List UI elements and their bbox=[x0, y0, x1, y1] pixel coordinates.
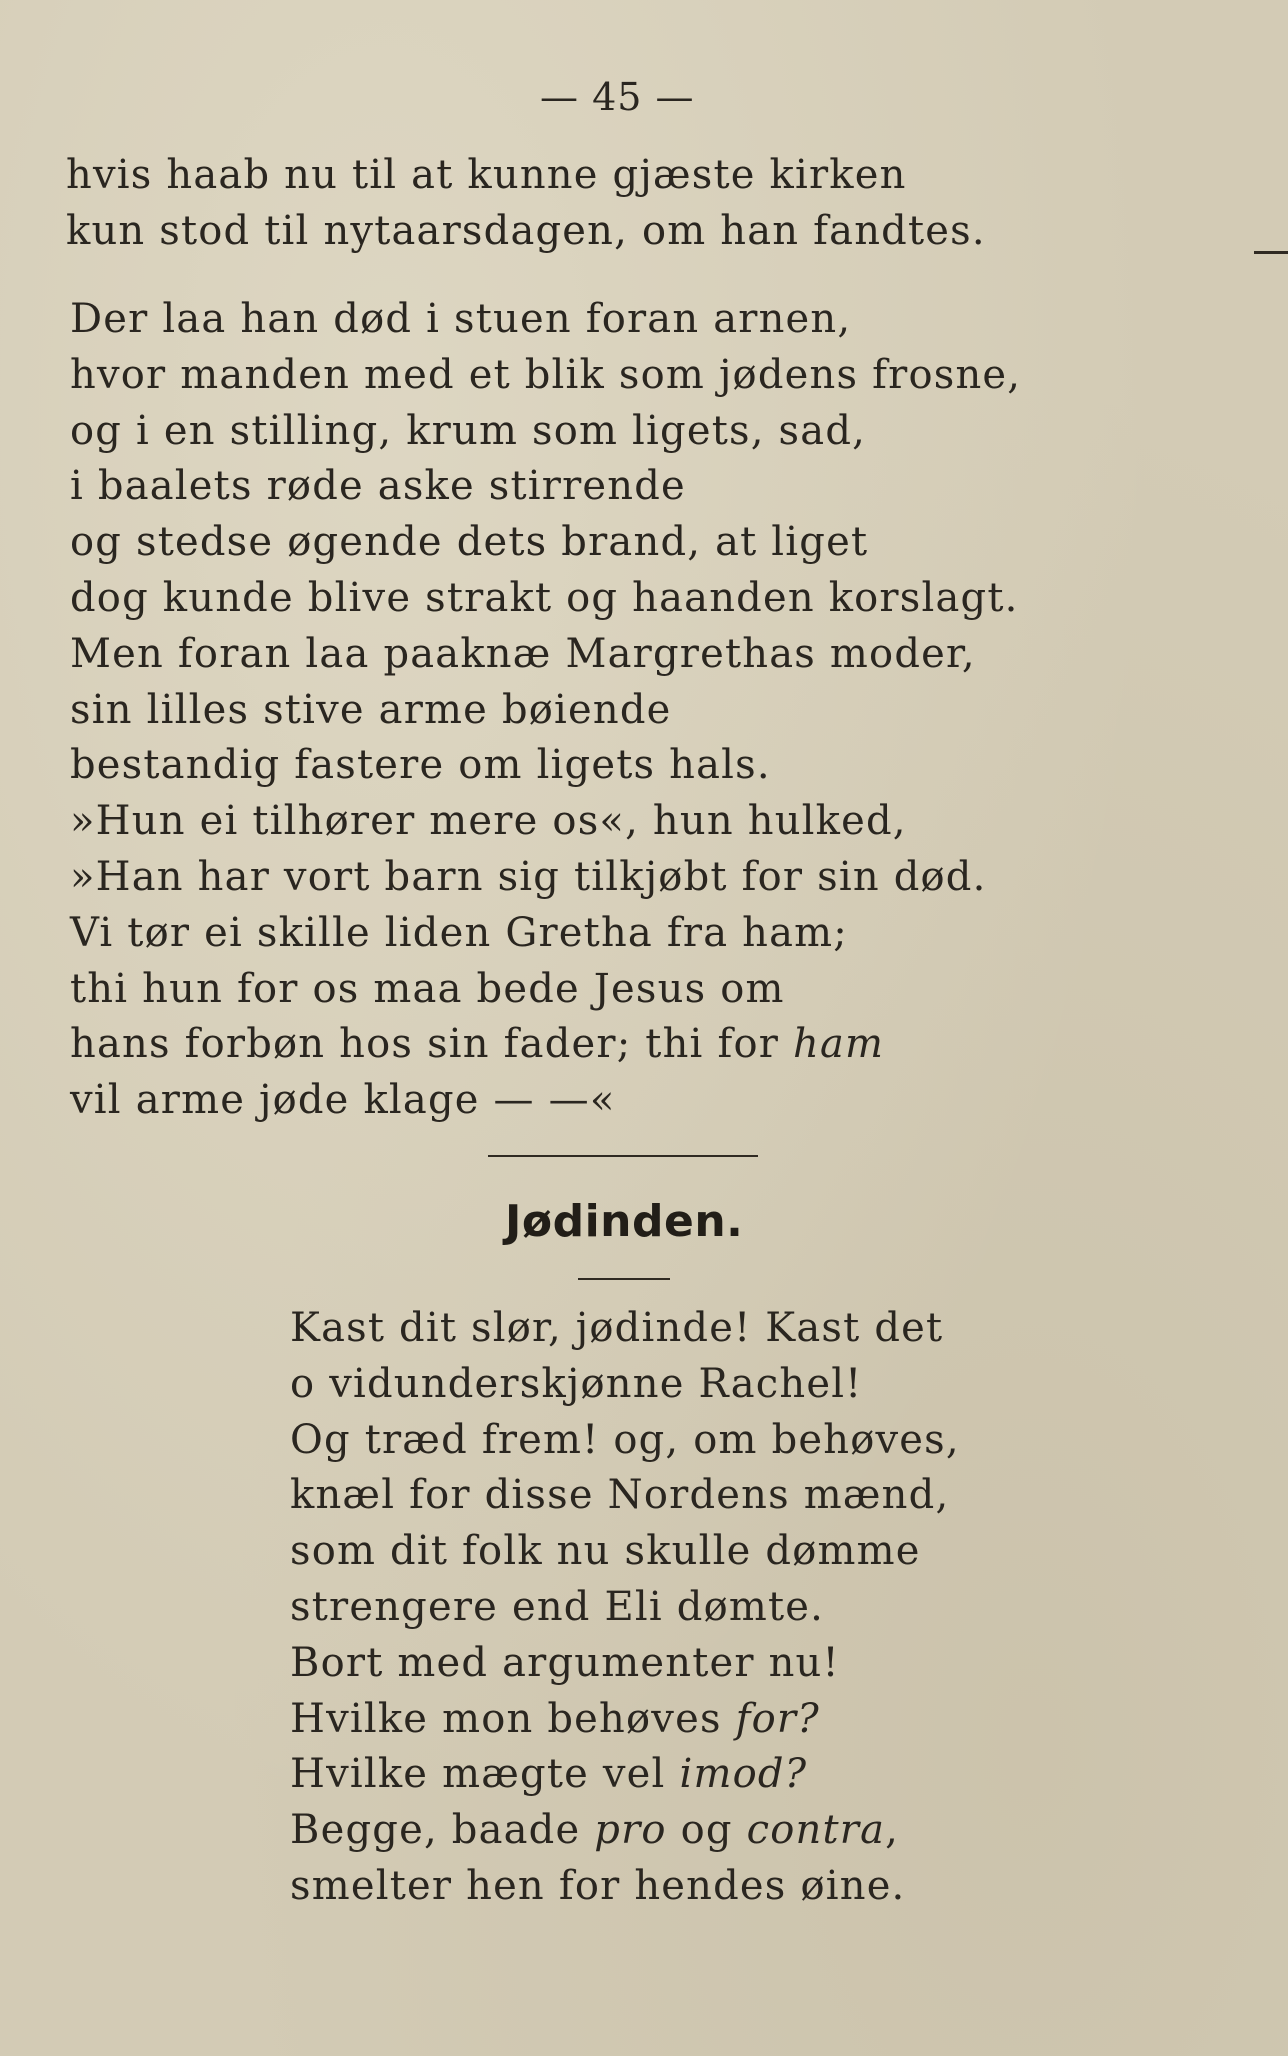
poem-line: sin lilles stive arme bøiende bbox=[70, 686, 672, 733]
poem-line bbox=[290, 1803, 960, 1859]
stanza-continuation bbox=[66, 148, 986, 260]
poem-line: Kast dit slør, jødinde! Kast det bbox=[290, 1305, 944, 1351]
poem-line: hvis haab nu til at kunne gjæste kirken bbox=[66, 152, 907, 198]
poem-line: thi hun for os maa bede Jesus om bbox=[70, 965, 785, 1012]
italic-word: pro bbox=[594, 1807, 667, 1854]
section-divider bbox=[488, 1155, 758, 1157]
poem-line-text: Begge, baade bbox=[290, 1807, 595, 1854]
stanza-jodinden bbox=[290, 1301, 960, 1915]
poem-line bbox=[290, 1692, 960, 1748]
italic-word: for? bbox=[735, 1695, 820, 1742]
title-underline bbox=[578, 1278, 670, 1280]
poem-line bbox=[290, 1747, 960, 1803]
poem-line: »Hun ei tilhører mere os«, hun hulked, bbox=[70, 798, 907, 845]
poem-line-text: , bbox=[885, 1807, 900, 1854]
poem-line: vil arme jøde klage — —« bbox=[70, 1077, 616, 1124]
italic-word: contra bbox=[746, 1807, 886, 1854]
poem-line-text: Hvilke mægte vel bbox=[290, 1751, 680, 1798]
poem-title: Jødinden. bbox=[505, 1196, 744, 1247]
poem-line-text: og bbox=[666, 1807, 747, 1854]
italic-word: ham bbox=[792, 1021, 885, 1068]
poem-line: kun stod til nytaarsdagen, om han fandtes. bbox=[66, 207, 986, 254]
poem-line: strengere end Eli dømte. bbox=[290, 1583, 825, 1630]
page-number: — 45 — bbox=[540, 75, 695, 119]
poem-line: Bort med argumenter nu! bbox=[290, 1639, 840, 1686]
poem-line: og i en stilling, krum som ligets, sad, bbox=[70, 407, 867, 454]
poem-line: Der laa han død i stuen foran arnen, bbox=[70, 296, 852, 342]
poem-line: »Han har vort barn sig tilkjøbt for sin død. bbox=[70, 853, 987, 900]
poem-line: knæl for disse Nordens mænd, bbox=[290, 1472, 950, 1519]
poem-line: Men foran laa paaknæ Margrethas moder, bbox=[70, 630, 976, 677]
poem-line: Og træd frem! og, om behøves, bbox=[290, 1416, 960, 1463]
poem-line: bestandig fastere om ligets hals. bbox=[70, 742, 771, 789]
poem-line: hvor manden med et blik som jødens frosne, bbox=[70, 351, 1022, 398]
poem-line: i baalets røde aske stirrende bbox=[70, 463, 686, 510]
poem-line-text: Hvilke mon behøves bbox=[290, 1695, 736, 1742]
poem-line: og stedse øgende dets brand, at liget bbox=[70, 519, 869, 566]
italic-word: imod? bbox=[679, 1751, 808, 1798]
poem-line: o vidunderskjønne Rachel! bbox=[290, 1360, 863, 1407]
poem-line: smelter hen for hendes øine. bbox=[290, 1862, 906, 1909]
poem-line: dog kunde blive strakt og haanden korslagt. bbox=[70, 574, 1019, 621]
poem-line bbox=[70, 1017, 1021, 1073]
poem-line: Vi tør ei skille liden Gretha fra ham; bbox=[70, 909, 848, 956]
stanza-main bbox=[70, 292, 1021, 1129]
poem-line-text: hans forbøn hos sin fader; thi for bbox=[70, 1021, 793, 1068]
margin-mark bbox=[1254, 251, 1288, 254]
poem-line: som dit folk nu skulle dømme bbox=[290, 1528, 921, 1575]
